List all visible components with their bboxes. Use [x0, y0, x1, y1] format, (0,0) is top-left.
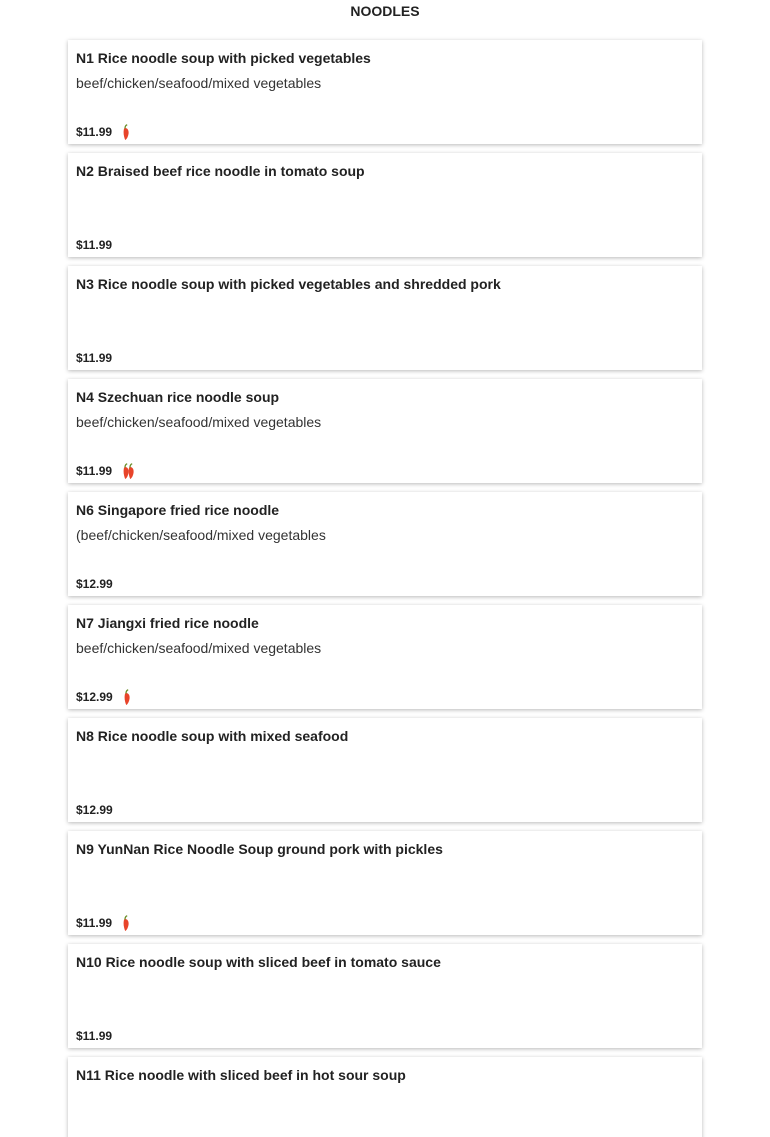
menu-item-list	[68, 40, 702, 1137]
chili-pepper-icon	[120, 124, 132, 141]
item-price: $11.99	[76, 1029, 113, 1043]
menu-item-card[interactable]	[68, 153, 702, 257]
item-price: $11.99	[76, 238, 113, 252]
item-description: (beef/chicken/seafood/mixed vegetables	[76, 527, 326, 543]
menu-item-card[interactable]	[68, 944, 702, 1048]
item-name: N7 Jiangxi fried rice noodle	[76, 615, 259, 631]
item-footer	[76, 350, 112, 366]
spice-level	[120, 915, 132, 932]
item-footer	[76, 1028, 112, 1044]
item-price: $11.99	[76, 916, 113, 930]
item-name: N6 Singapore fried rice noodle	[76, 502, 280, 518]
menu-item-card[interactable]	[68, 379, 702, 483]
chili-pepper-icon	[120, 915, 132, 932]
chili-pepper-icon	[120, 463, 137, 480]
item-name: N8 Rice noodle soup with mixed seafood	[76, 728, 349, 744]
item-price: $12.99	[76, 803, 113, 817]
item-name: N10 Rice noodle soup with sliced beef in tomato sauce	[76, 954, 441, 970]
item-price: $12.99	[76, 577, 113, 591]
item-name: N4 Szechuan rice noodle soup	[76, 389, 280, 405]
item-footer	[76, 124, 132, 140]
item-footer	[76, 576, 113, 592]
menu-item-card[interactable]	[68, 492, 702, 596]
item-name: N1 Rice noodle soup with picked vegetables	[76, 50, 371, 66]
item-name: N2 Braised beef rice noodle in tomato soup	[76, 163, 365, 179]
item-price: $12.99	[76, 690, 113, 704]
item-price: $11.99	[76, 351, 113, 365]
item-footer	[76, 689, 133, 705]
spice-level	[120, 463, 137, 480]
item-footer	[76, 237, 112, 253]
menu-item-card[interactable]	[68, 40, 702, 144]
item-name: N9 YunNan Rice Noodle Soup ground pork with pickles	[76, 841, 443, 857]
item-footer	[76, 802, 113, 818]
menu-item-card[interactable]	[68, 1057, 702, 1137]
item-name: N11 Rice noodle with sliced beef in hot sour soup	[76, 1067, 406, 1083]
item-name: N3 Rice noodle soup with picked vegetables and shredded pork	[76, 276, 501, 292]
section-title: NOODLES	[350, 3, 420, 19]
chili-pepper-icon	[121, 689, 133, 706]
menu-item-card[interactable]	[68, 266, 702, 370]
item-price: $11.99	[76, 464, 113, 478]
menu-item-card[interactable]	[68, 831, 702, 935]
item-description: beef/chicken/seafood/mixed vegetables	[76, 414, 322, 430]
item-description: beef/chicken/seafood/mixed vegetables	[76, 75, 322, 91]
spice-level	[121, 689, 133, 706]
item-price: $11.99	[76, 125, 113, 139]
item-footer	[76, 915, 132, 931]
menu-item-card[interactable]	[68, 718, 702, 822]
item-description: beef/chicken/seafood/mixed vegetables	[76, 640, 322, 656]
item-footer	[76, 463, 137, 479]
spice-level	[120, 124, 132, 141]
menu-item-card[interactable]	[68, 605, 702, 709]
